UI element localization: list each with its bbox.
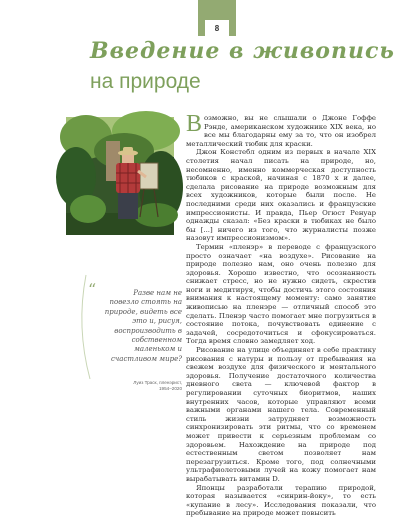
quote-mark: “ bbox=[88, 280, 97, 299]
pull-quote: Разве нам не повезло стоять на природе, видеть все это и, рисуя, воспроизводить в собственном маленьком и счастливом мире? bbox=[104, 289, 182, 363]
paragraph-2: Джон Констебл одним из первых в начале XIX столетия начал писать на природе, но, несомненно, именно коммерческая доступность тюбиков с краской, начиная с 1870 х и далее, сделала рисование на природе возможным для всех художников, которые были после. Не последними среди них оказались и французские импрессионисты. И правда, Пьер Огюст Ренуар однажды сказал: «Без краски в тюбиках не было бы [...] ничего из того, что журналисты позже назовут импрессионизмом». bbox=[186, 148, 376, 243]
paragraph-3: Термин «пленэр» в переводе с французского просто означает «на воздухе». Рисование на природе полезно нам, оно очень полезно для здоровья. Хорошо известно, что осознанность снижает стресс, но не нужно сидеть, скрестив ноги и медитируя, чтобы достичь этого состояния внимания к настоящему моменту: само занятие живописью на пленэре — отличный способ это сделать. Пленэр часто помогает мне погрузиться в состояние потока, почувствовать единение с задачей, сосредоточиться и сфокусироваться. Тогда время словно замедляет ход. bbox=[186, 242, 376, 346]
paragraph-1 bbox=[186, 111, 376, 148]
drop-cap: В bbox=[186, 111, 203, 137]
paragraph-5: Японцы разработали терапию природой, которая называется «синрин-йоку», то есть «купание в лесу». Исследования показали, что пребывание на природе может повысить bbox=[186, 483, 376, 518]
quote-author bbox=[104, 380, 182, 392]
painter-photo bbox=[66, 117, 174, 235]
chapter-title-line1: Введение в живопись bbox=[90, 38, 395, 64]
article-body bbox=[186, 111, 376, 518]
quote-author-years: 1954–2020 bbox=[159, 386, 182, 391]
paragraph-1-text: озможно, вы не слышали о Джоне Гоффе Рэнде, американском художнике XIX века, но все мы благодарны ему за то, что он изобрел металлический тюбик для краски. bbox=[186, 114, 376, 148]
chapter-title-line2: на природе bbox=[90, 70, 201, 93]
page-number-tab bbox=[198, 0, 236, 36]
paragraph-4: Рисование на улице объединяет в себе практику рисования с натуры и пользу от пребывания на свежем воздухе для физического и ментального здоровья. Получение достаточного количества дневного света — ключевой фактор в регулировании суточных биоритмов, наших внутренних часов, которые управляют всеми важными органами нашего тела. Современный стиль жизни затрудняет возможность синхронизировать эти ритмы, что со временем может привести к серьезным проблемам со здоровьем. Нахождение на природе под естественным светом позволяет нам перезагрузиться. Кроме того, под солнечными ультрафиолетовыми лучей на кожу помогает нам вырабатывать витамин D. bbox=[186, 346, 376, 483]
quote-author-name: Луиз Траск, пленэрист, bbox=[133, 380, 182, 385]
painter-illustration bbox=[66, 117, 174, 235]
page-number: 8 bbox=[205, 20, 229, 36]
